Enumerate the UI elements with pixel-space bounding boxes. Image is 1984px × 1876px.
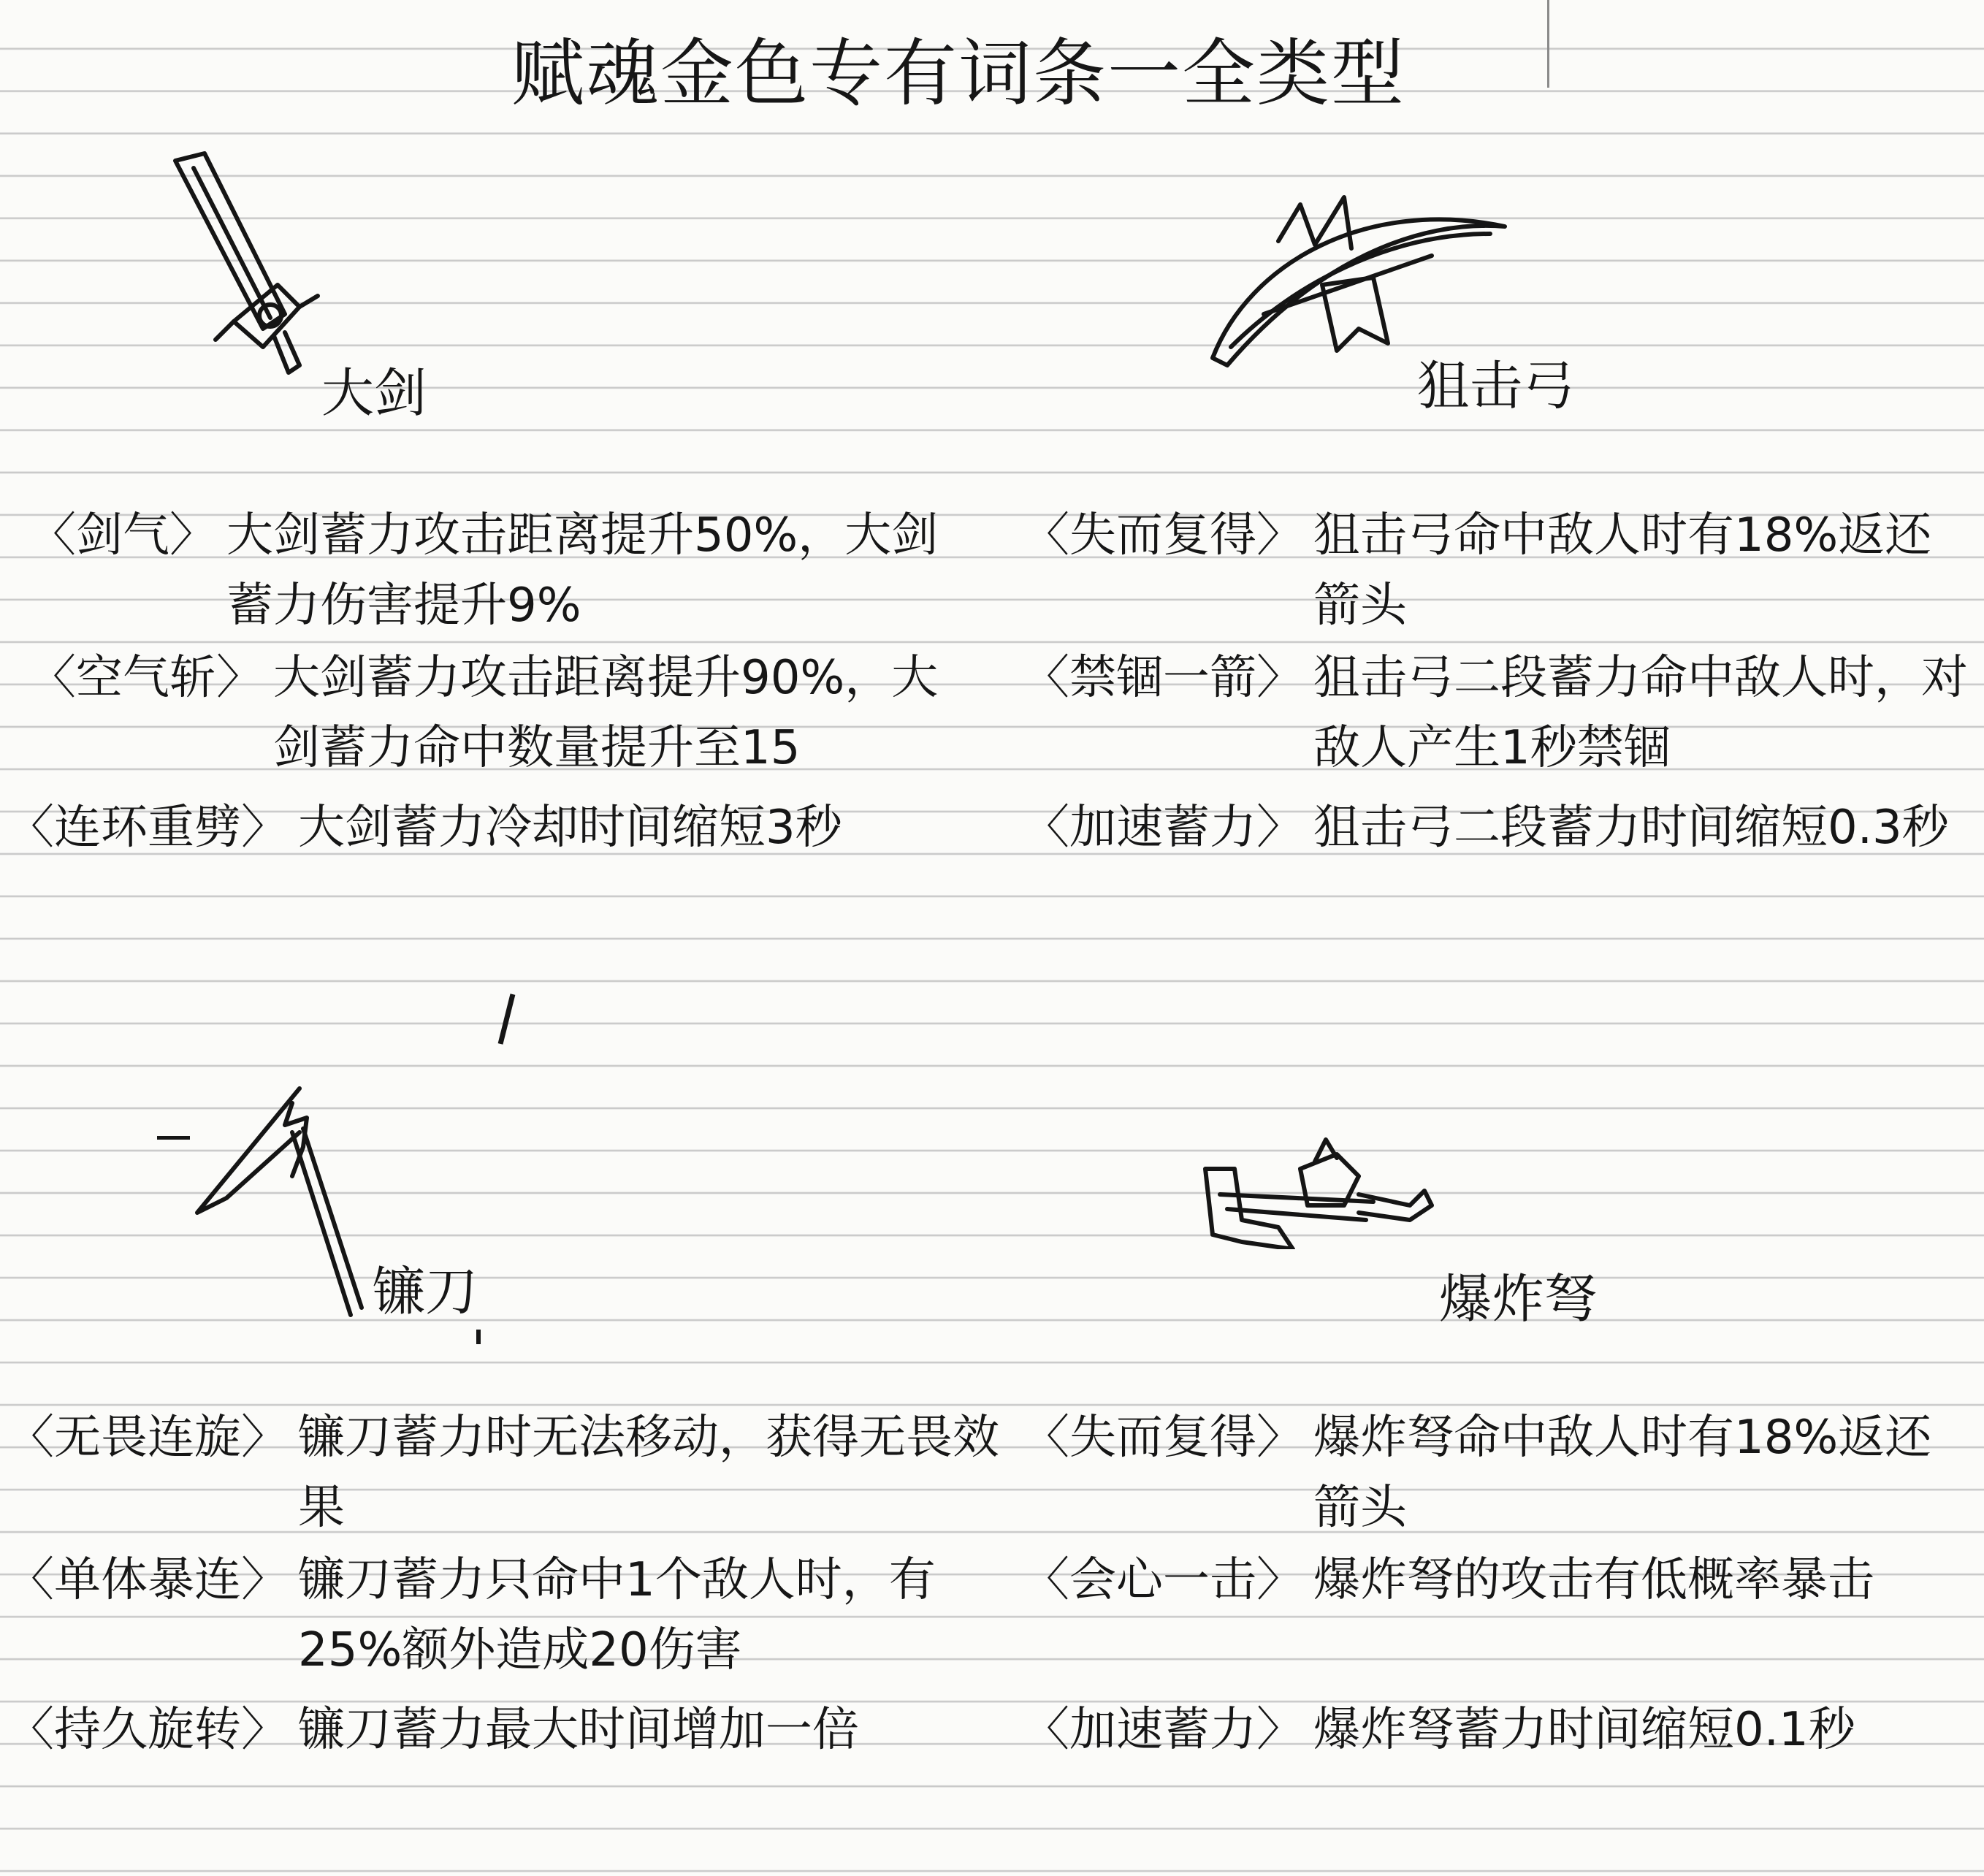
affix-name: 〈无畏连旋〉	[7, 1411, 288, 1465]
affix-row	[29, 500, 1001, 641]
affix-name: 〈禁锢一箭〉	[1023, 651, 1303, 705]
margin-line	[1547, 0, 1549, 88]
affix-row	[7, 1695, 1001, 1765]
affix-desc: 大剑蓄力攻击距离提升90%，大剑蓄力命中数量提升至15	[273, 651, 939, 775]
crossbow-icon	[1191, 1125, 1439, 1249]
affix-row	[1023, 1545, 1972, 1615]
affix-desc: 大剑蓄力攻击距离提升50%，大剑蓄力伤害提升9%	[226, 508, 939, 633]
affix-row	[1023, 1695, 1972, 1765]
affix-desc: 狙击弓二段蓄力时间缩短0.3秒	[1313, 801, 1949, 855]
affix-row	[1023, 500, 1972, 641]
weapon-name-explosive-crossbow: 爆炸弩	[1439, 1268, 1598, 1330]
affix-name: 〈失而复得〉	[1023, 508, 1303, 563]
affix-desc: 大剑蓄力冷却时间缩短3秒	[298, 801, 842, 855]
affix-row	[7, 793, 1001, 863]
weapon-name-sniper-bow: 狙击弓	[1417, 355, 1576, 416]
affix-row	[7, 1545, 1001, 1685]
weapon-name-scythe: 镰刀	[373, 1261, 478, 1322]
affix-name: 〈连环重劈〉	[7, 801, 288, 855]
affix-name: 〈加速蓄力〉	[1023, 801, 1303, 855]
sword-icon	[146, 146, 336, 387]
affix-desc: 爆炸弩命中敌人时有18%返还箭头	[1313, 1411, 1932, 1535]
affix-name: 〈会心一击〉	[1023, 1553, 1303, 1607]
affix-desc: 爆炸弩的攻击有低概率暴击	[1313, 1553, 1874, 1607]
affix-name: 〈失而复得〉	[1023, 1411, 1303, 1465]
affix-row	[1023, 1403, 1972, 1543]
affix-desc: 镰刀蓄力时无法移动，获得无畏效果	[298, 1411, 999, 1535]
affix-desc: 狙击弓命中敌人时有18%返还箭头	[1313, 508, 1932, 633]
affix-row	[29, 643, 1001, 783]
affix-name: 〈加速蓄力〉	[1023, 1703, 1303, 1757]
affix-desc: 爆炸弩蓄力时间缩短0.1秒	[1313, 1703, 1855, 1757]
scythe-icon	[183, 1074, 373, 1322]
affix-desc: 镰刀蓄力只命中1个敌人时，有25%额外造成20伤害	[298, 1553, 936, 1677]
weapon-name-great-sword: 大剑	[321, 362, 427, 424]
page-title: 赋魂金色专有词条一全类型	[511, 31, 1405, 116]
affix-name: 〈持久旋转〉	[7, 1703, 288, 1757]
affix-row	[1023, 643, 1972, 783]
pen-mark	[498, 994, 516, 1045]
affix-desc: 狙击弓二段蓄力命中敌人时，对敌人产生1秒禁锢	[1313, 651, 1968, 775]
affix-name: 〈剑气〉	[29, 508, 216, 563]
affix-row	[1023, 793, 1972, 863]
affix-row	[7, 1403, 1001, 1543]
pen-mark	[476, 1330, 481, 1344]
affix-desc: 镰刀蓄力最大时间增加一倍	[298, 1703, 859, 1757]
affix-name: 〈空气斩〉	[29, 651, 263, 705]
affix-name: 〈单体暴连〉	[7, 1553, 288, 1607]
